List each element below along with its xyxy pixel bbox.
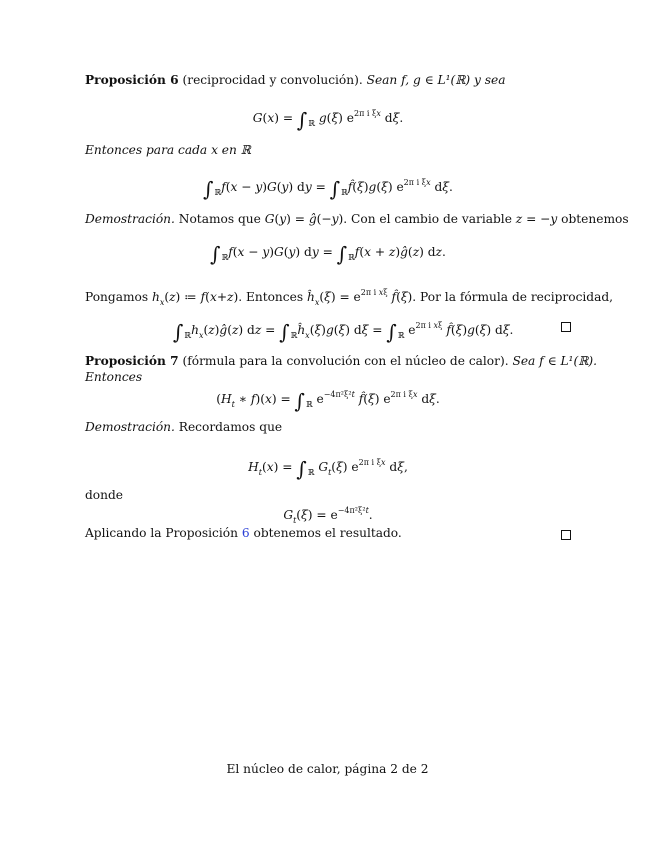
proof7-final-post: obtenemos el resultado. bbox=[253, 526, 402, 540]
proof6-equation-2: $\int_ℝh_x(z)ĝ(z)$ dz = $\int_ℝĥ_x(\xi)g(\xi) d\xi = \int_ℝ$ $e^{2\pi i x\xi}$ f̂(ξ)g(ξ) dξ. bbox=[173, 320, 514, 344]
proposition-6-link[interactable]: 6 bbox=[241, 526, 250, 540]
proof7-label: Demostración. bbox=[85, 420, 175, 434]
prop7-title: (fórmula para la convolución con el núcleo de calor). bbox=[182, 354, 509, 368]
proof7-equation-2: $G_t(\xi) = e^{-4\pi^2\xi^2t}$. bbox=[283, 506, 373, 525]
prop7-then: Entonces bbox=[85, 370, 143, 384]
qed-box-2 bbox=[561, 530, 571, 540]
prop6-then: Entonces para cada x en ℝ bbox=[85, 143, 251, 157]
proof7-conclusion bbox=[85, 526, 571, 541]
proof6-equation-1: $\int_ℝf(x - y)G(y)$ dy = $\int_ℝf(x$ + z)ĝ(z) dz. bbox=[210, 242, 446, 266]
page-footer: El núcleo de calor, página 2 de 2 bbox=[226, 762, 429, 776]
prop6-main-equation: $\int_ℝf(x - y)G(y)$ dy = $\int_ℝf̂(\xi)g(\xi)$ $e^{2\pi i \xi x}$ dξ. bbox=[203, 177, 453, 201]
proof6-label: Demostración. bbox=[85, 212, 175, 226]
proof7-text-1: Recordamos que bbox=[178, 420, 283, 434]
prop6-title: (reciprocidad y convolución). bbox=[182, 73, 363, 87]
prop7-equation: ($H_t$ ∗ $f)(x) = \int_ℝ$ $e^{-4\pi^2\xi^2t}$ f̂(ξ) $e^{2\pi i \xi x}$ dξ. bbox=[216, 389, 440, 413]
proof7-final-pre: Aplicando la Proposición bbox=[85, 526, 238, 540]
proof6-text-2: Pongamos $h_x(z)$ ≔ f(x+z). Entonces $ĥ_x(\xi) = e^{2\pi i x\xi}$ f̂(ξ). Por la fórmula de reciprocidad, bbox=[85, 288, 614, 307]
page-content bbox=[85, 0, 629, 848]
proof7-donde: donde bbox=[85, 488, 124, 502]
prop7-statement bbox=[85, 354, 597, 369]
proof7-intro bbox=[85, 420, 571, 435]
qed-box-1 bbox=[561, 322, 571, 332]
proof6-intro: Demostración. Notamos que G(y) = ĝ(−y). Con el cambio de variable z = −y obtenemos bbox=[85, 212, 629, 226]
prop7-label: Proposición 7 bbox=[85, 354, 179, 368]
proof7-equation-1: $H_t(x) = \int_ℝ$ $G_t(\xi)$ $e^{2\pi i \xi x}$ dξ, bbox=[248, 457, 408, 481]
prop6-equation-G: $G(x) = \int_ℝ$ g(ξ) $e^{2\pi i \xi x}$ dξ. bbox=[252, 108, 404, 132]
prop6-label: Proposición 6 bbox=[85, 73, 179, 87]
prop7-hypothesis: Sea f ∈ L¹(ℝ). bbox=[512, 354, 597, 368]
prop6-hypothesis: Sean f, g ∈ L¹(ℝ) y sea bbox=[366, 73, 506, 87]
prop6-statement bbox=[85, 73, 571, 88]
